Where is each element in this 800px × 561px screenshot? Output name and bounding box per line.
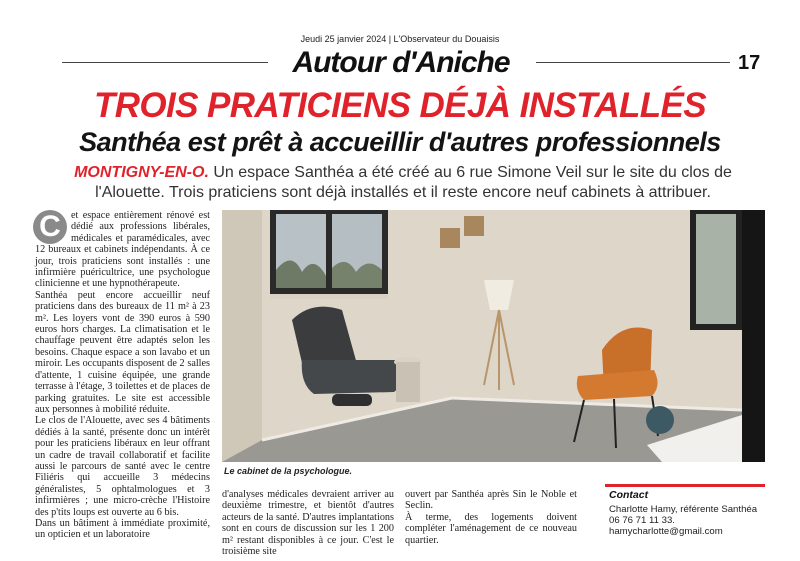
contact-phone: 06 76 71 11 33. [609,515,675,526]
article-column-2 [222,489,394,557]
article-paragraph: ouvert par Santhéa après Sin le Noble et Seclin. [405,489,577,512]
drop-cap: C [33,210,67,244]
header-rule-left [62,62,268,63]
headline: TROIS PRATICIENS DÉJÀ INSTALLÉS [93,86,707,125]
office-illustration [222,210,765,462]
wall-shelf [440,228,460,248]
contact-name: Charlotte Hamy, référente Santhéa [609,504,758,515]
article-paragraph: Santhéa peut encore accueillir neuf praticiens dans des bureaux de 11 m² à 23 m². Les loyers vont de 390 euros à 590 euros hors charges. La climatisation et le chauffage peuvent être adaptés selon les besoins. Chaque espace a son lavabo et un miroir. Les occupants disposent de 2 salles d'attente, 1 cuisine équipée, une grande terrasse à l'étage, 3 toilettes et de places de parking gratuites. Le site est accessible aux personnes à mobilité réduite. [35,289,210,415]
contact-title: Contact [609,489,649,501]
article-photo [222,210,765,462]
lead-location: MONTIGNY-EN-O. [74,164,209,181]
article-paragraph: À terme, des logements doivent compléter l'aménagement de ce nouveau quartier. [405,511,577,546]
right-window-pane [696,214,736,324]
dark-armchair-seat [302,360,405,394]
side-table-base [396,362,420,402]
door-frame [742,210,765,462]
contact-email: hamycharlotte@gmail.com [609,526,723,537]
desk-chair [646,406,674,434]
paragraph-text: et espace entièrement rénové est dédié aux professions libérales, médicales et paramédicales, avec 12 bureaux et cabinets indépendants. À ce jour, trois praticiens sont installés : une infirmière puéricultrice, une psychologue clinicienne et une hypnothérapeute. [35,210,210,290]
dark-armchair-base [332,394,372,406]
article-paragraph: Le clos de l'Alouette, avec ses 4 bâtiments dédiés à la santé, présente donc un intérêt pour les praticiens libéraux en leur offrant un cadre de travail collaboratif et facilite aussi le parcours de santé avec le centre Filiéris qui accueille 3 médecins généralistes, 5 ophtalmologues et 3 infirmières ; une micro-crèche l'Histoire des p'tits loups est ouverte au 6 bis. [35,415,210,518]
article-paragraph: d'analyses médicales devraient arriver au deuxième trimestre, et bientôt d'autres acteurs de la santé. D'autres implantations sont en cours de discussion sur les 1 200 m² restant disponibles à ce jour. C'est le troisième site [222,489,394,558]
header-rule-right [536,62,730,63]
photo-caption: Le cabinet de la psychologue. [224,466,353,476]
window-sill [270,294,388,299]
subheadline: Santhéa est prêt à accueillir d'autres professionnels [79,127,721,157]
wall-shelf [464,216,484,236]
contact-box [609,490,769,537]
lead-paragraph [40,163,766,203]
article-column-3 [405,489,577,546]
article-column-1 [35,210,210,541]
lead-text: Un espace Santhéa a été créé au 6 rue Simone Veil sur le site du clos de l'Alouette. Trois praticiens sont déjà installés et il reste encore neuf cabinets à attribuer. [95,164,732,201]
article-paragraph [35,210,210,290]
section-title: Autour d'Aniche [292,46,510,79]
page-number: 17 [738,52,761,74]
side-wall [222,210,262,462]
article-paragraph: Dans un bâtiment à immédiate proximité, un opticien et un laboratoire [35,517,210,541]
dateline: Jeudi 25 janvier 2024 | L'Observateur du Douaisis [300,34,500,44]
contact-rule [605,484,765,487]
